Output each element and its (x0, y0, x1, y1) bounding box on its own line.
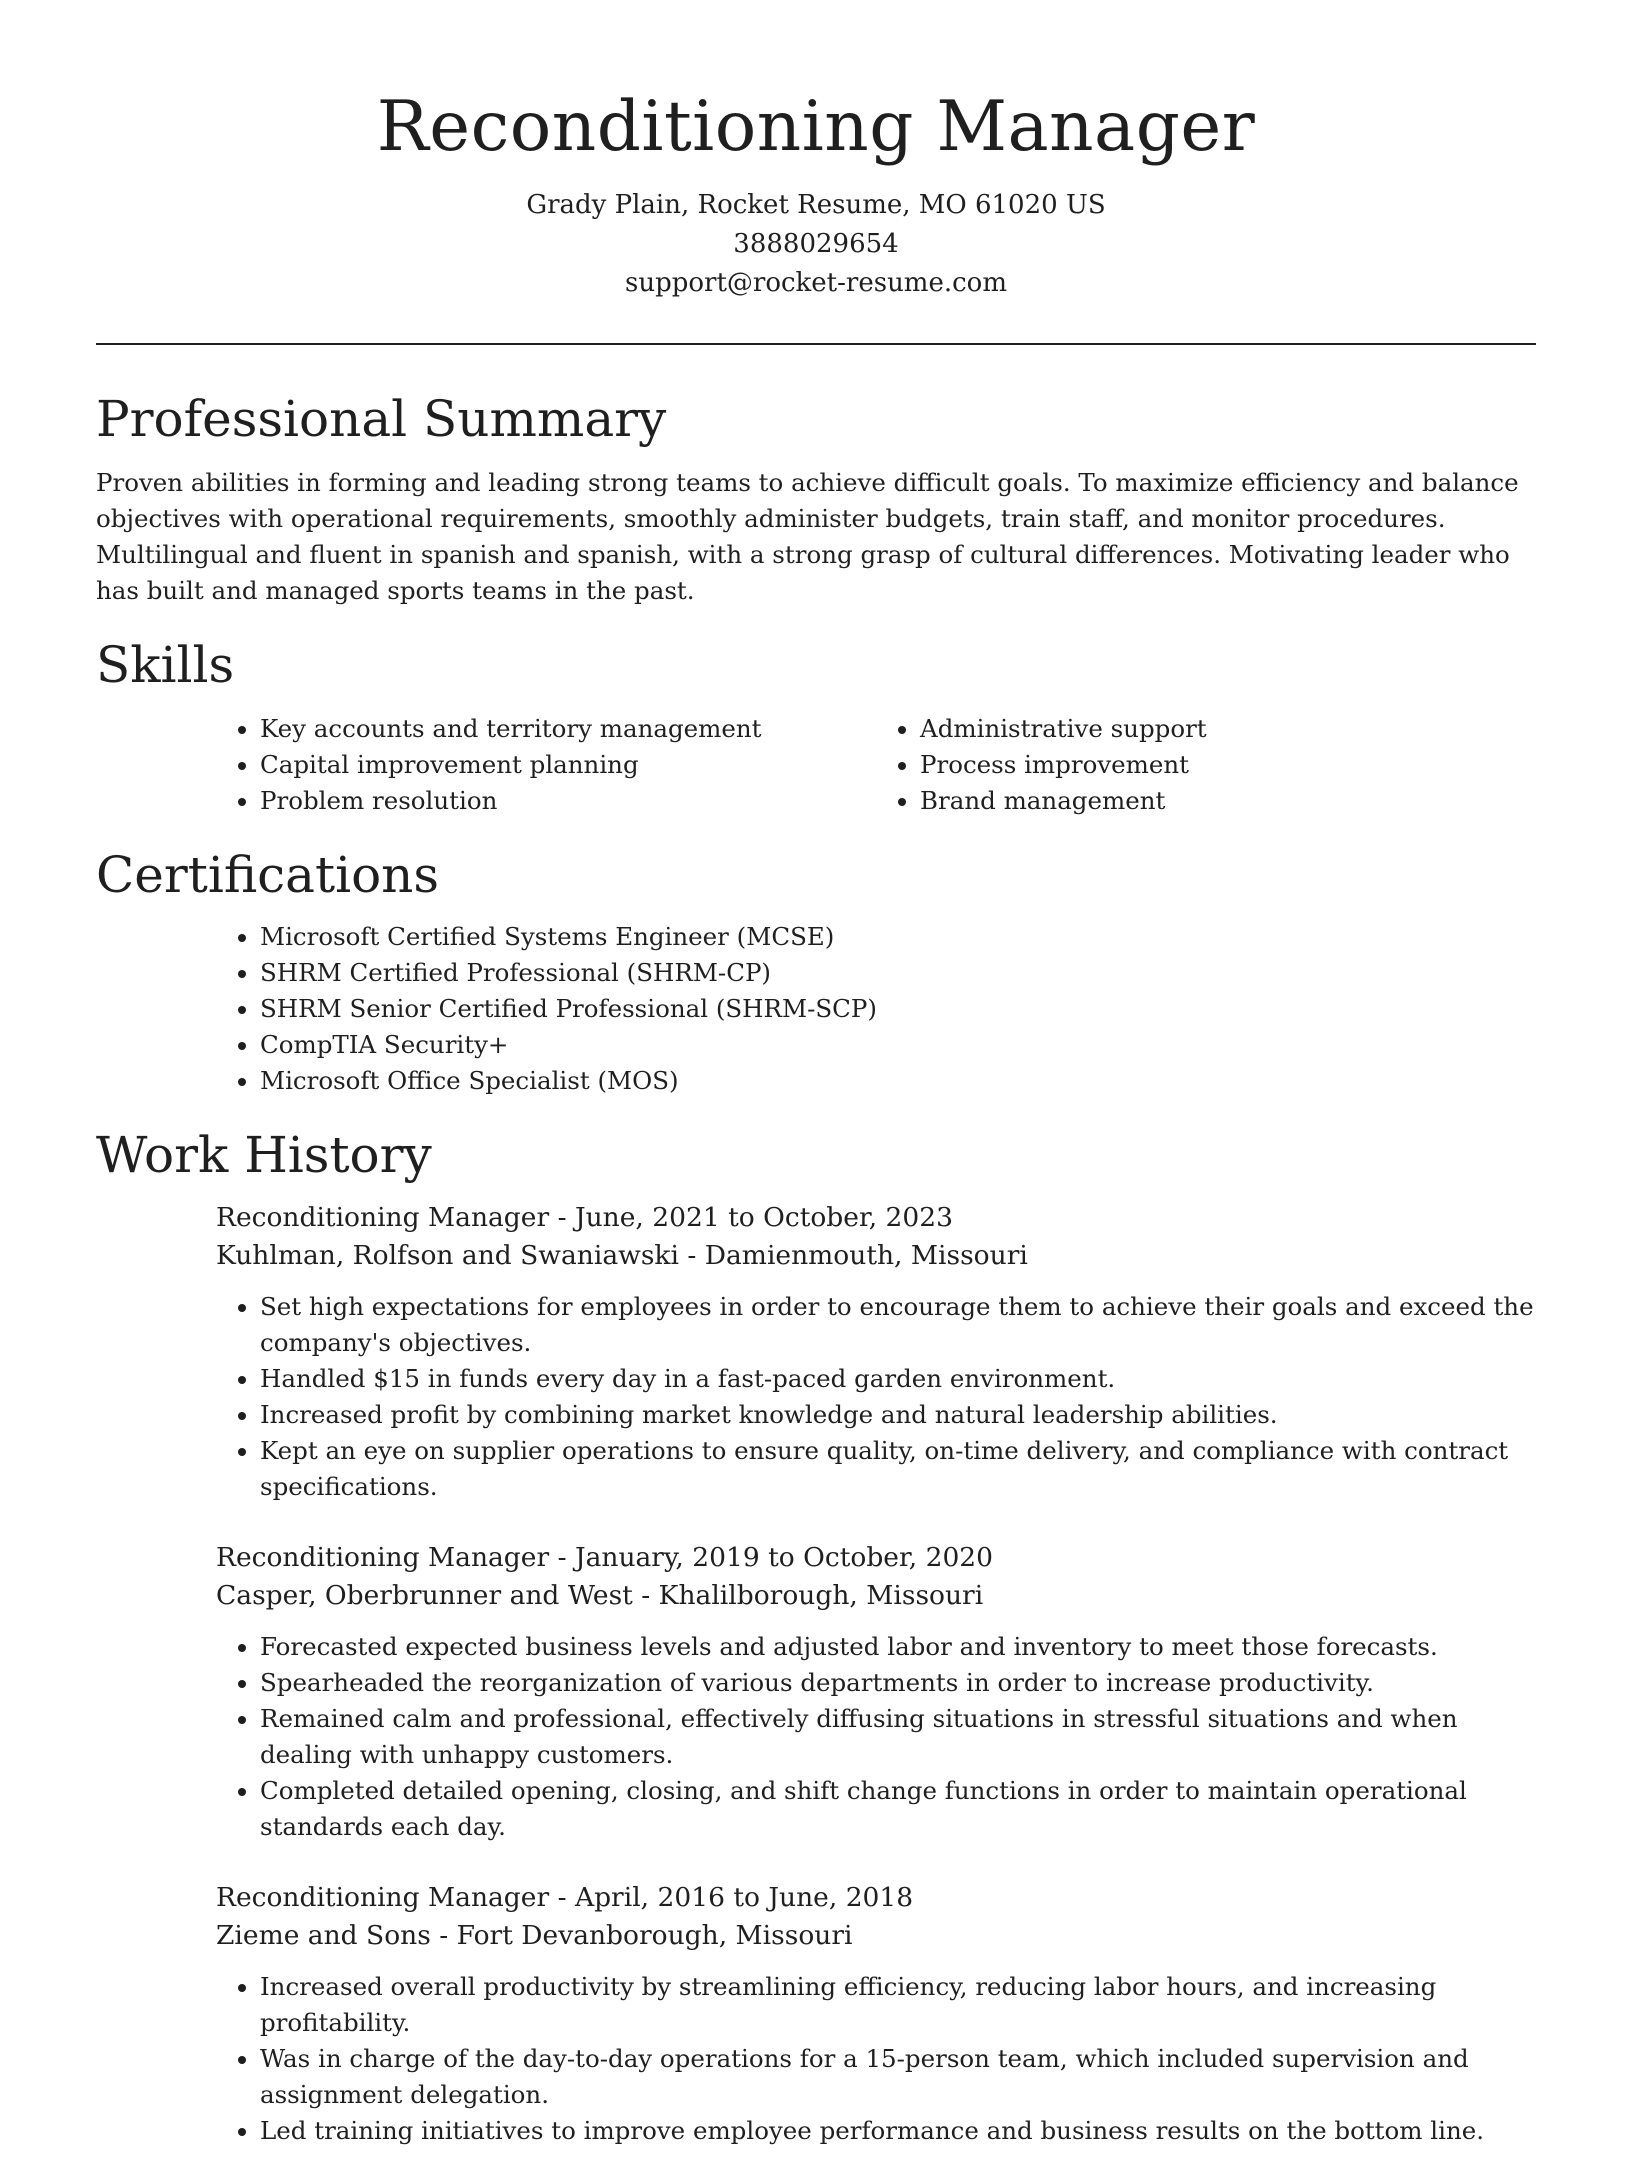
job-bullet: • Completed detailed opening, closing, and shift change functions in order to maintain operational standards each day. (260, 1773, 1536, 1845)
certification-item: • SHRM Senior Certified Professional (SHRM-SCP) (260, 991, 1536, 1027)
address-text: Grady Plain, Rocket Resume, MO 61020 US (526, 190, 1106, 220)
job-bullet: • Forecasted expected business levels and adjusted labor and inventory to meet those forecasts. (260, 1629, 1536, 1665)
job-title: Reconditioning Manager (216, 1882, 550, 1913)
job-dates: June, 2021 to October, 2023 (574, 1202, 953, 1233)
job-location: Khalilborough, Missouri (658, 1580, 984, 1611)
skill-item: • Problem resolution (260, 783, 876, 819)
resume-page (96, 0, 1536, 2183)
skills-list-right (876, 711, 1536, 819)
job-title-line: Reconditioning Manager - June, 2021 to October, 2023 (216, 1202, 953, 1233)
job-company: Kuhlman, Rolfson and Swaniawski (216, 1240, 679, 1271)
job-dates: January, 2019 to October, 2020 (574, 1542, 994, 1573)
job-company: Casper, Oberbrunner and West (216, 1580, 633, 1611)
resume-name: Reconditioning Manager (376, 87, 1256, 167)
summary-text: Proven abilities in forming and leading strong teams to achieve difficult goals. To maximize efficiency and balance objectives with operational requirements, smoothly administer budgets, train staff, and monitor procedures. Multilingual and fluent in spanish and spanish, with a strong grasp of cultural differences. Motivating leader who has built and managed sports teams in the past. (96, 468, 1519, 605)
job-bullet: • Led training initiatives to improve employee performance and business results on the bottom line. (260, 2113, 1536, 2149)
skills-list-left (216, 711, 876, 819)
certifications-section (96, 843, 1536, 1099)
job-bullets (216, 1289, 1536, 1505)
certifications-list (216, 919, 1536, 1099)
skill-item: • Administrative support (920, 711, 1536, 747)
job-location: Fort Devanborough, Missouri (456, 1920, 853, 1951)
summary-heading: Professional Summary (96, 390, 667, 448)
job-bullet: • Spearheaded the reorganization of various departments in order to increase productivity. (260, 1665, 1536, 1701)
contact-block (96, 186, 1536, 303)
email-text: support@rocket-resume.com (624, 268, 1007, 298)
job-bullets (216, 1969, 1536, 2149)
job-bullet: • Increased overall productivity by streamlining efficiency, reducing labor hours, and increasing profitability. (260, 1969, 1536, 2041)
job-bullet: • Was in charge of the day-to-day operations for a 15-person team, which included supervision and assignment delegation. (260, 2041, 1536, 2113)
job-title-line: Reconditioning Manager - April, 2016 to June, 2018 (216, 1882, 914, 1913)
resume-header (96, 0, 1536, 303)
skill-item: • Capital improvement planning (260, 747, 876, 783)
job-title: Reconditioning Manager (216, 1202, 550, 1233)
header-divider (96, 343, 1536, 345)
job-entry (216, 1199, 1536, 1505)
certification-item: • CompTIA Security+ (260, 1027, 1536, 1063)
job-entry (216, 1879, 1536, 2149)
certification-item: • Microsoft Certified Systems Engineer (MCSE) (260, 919, 1536, 955)
skills-heading: Skills (96, 636, 235, 694)
skill-item: • Key accounts and territory management (260, 711, 876, 747)
job-title-line: Reconditioning Manager - January, 2019 to October, 2020 (216, 1542, 994, 1573)
job-company: Zieme and Sons (216, 1920, 431, 1951)
skills-section (96, 633, 1536, 819)
work-history-heading: Work History (96, 1126, 432, 1184)
job-bullet: • Kept an eye on supplier operations to ensure quality, on-time delivery, and compliance with contract specifications. (260, 1433, 1536, 1505)
job-location: Damienmouth, Missouri (704, 1240, 1028, 1271)
certification-item: • SHRM Certified Professional (SHRM-CP) (260, 955, 1536, 991)
job-company-line: Kuhlman, Rolfson and Swaniawski - Damienmouth, Missouri (216, 1240, 1028, 1271)
skills-grid (216, 711, 1536, 819)
certification-item: • Microsoft Office Specialist (MOS) (260, 1063, 1536, 1099)
job-dates: April, 2016 to June, 2018 (574, 1882, 914, 1913)
job-title: Reconditioning Manager (216, 1542, 550, 1573)
phone-text: 3888029654 (733, 229, 899, 259)
job-bullets (216, 1629, 1536, 1845)
job-company-line: Casper, Oberbrunner and West - Khalilborough, Missouri (216, 1580, 984, 1611)
skill-item: • Brand management (920, 783, 1536, 819)
job-bullet: • Handled $15 in funds every day in a fast-paced garden environment. (260, 1361, 1536, 1397)
skill-item: • Process improvement (920, 747, 1536, 783)
job-bullet: • Remained calm and professional, effectively diffusing situations in stressful situations and when dealing with unhappy customers. (260, 1701, 1536, 1773)
job-entry (216, 1539, 1536, 1845)
certifications-heading: Certifications (96, 846, 440, 904)
job-company-line: Zieme and Sons - Fort Devanborough, Missouri (216, 1920, 853, 1951)
work-history-section (96, 1123, 1536, 2149)
job-bullet: • Set high expectations for employees in order to encourage them to achieve their goals and exceed the company's objectives. (260, 1289, 1536, 1361)
job-bullet: • Increased profit by combining market knowledge and natural leadership abilities. (260, 1397, 1536, 1433)
summary-section (96, 387, 1536, 609)
